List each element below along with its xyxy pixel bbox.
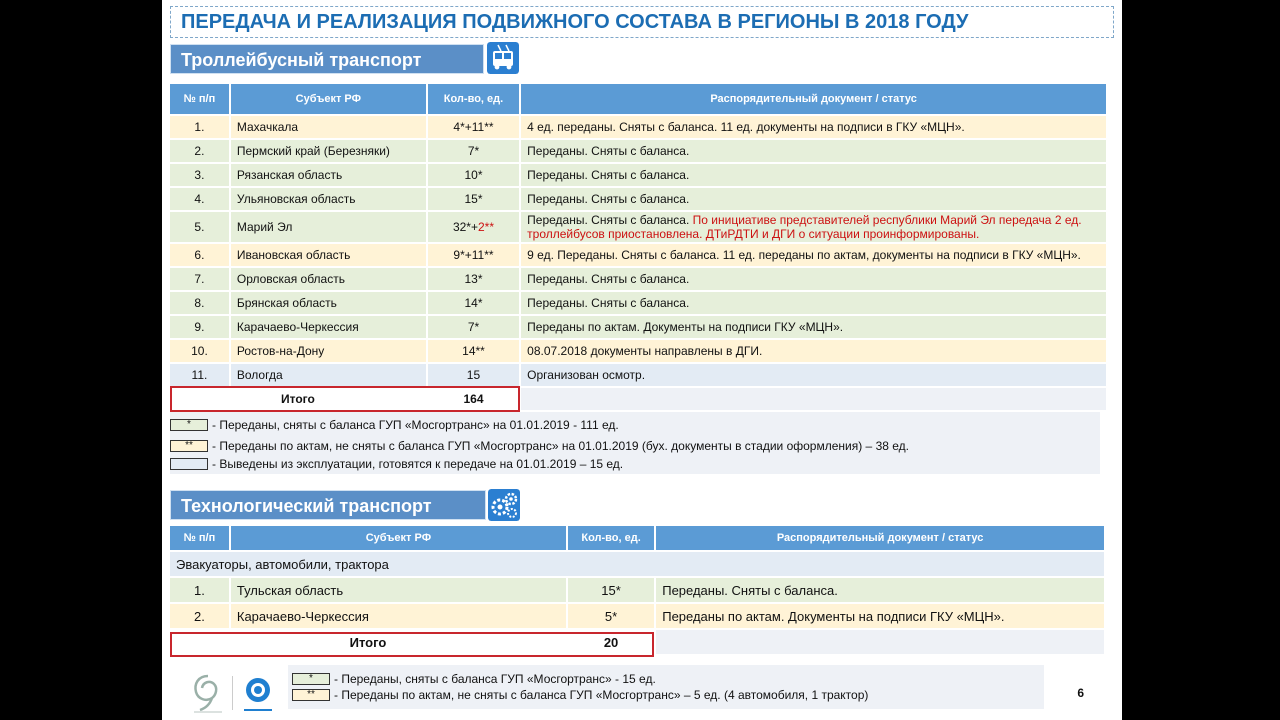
row-subject: Махачкала: [231, 116, 426, 138]
trolley-table: [168, 82, 1108, 412]
group-label: Эвакуаторы, автомобили, трактора: [170, 552, 1104, 576]
row-document: Переданы. Сняты с баланса.: [521, 188, 1106, 210]
row-number: 6.: [170, 244, 229, 266]
row-quantity: [428, 212, 519, 242]
table-row: [170, 212, 1106, 242]
table-row: [170, 316, 1106, 338]
table-row: [170, 340, 1106, 362]
legend-text: - Выведены из эксплуатации, готовятся к передаче на 01.01.2019 – 15 ед.: [212, 457, 624, 471]
col-header-document: Распорядительный документ / статус: [521, 84, 1106, 114]
row-subject: Ростов-на-Дону: [231, 340, 426, 362]
trolley-header-row: [170, 84, 1106, 114]
legend-swatch-green: *: [292, 673, 330, 685]
table-row: [170, 116, 1106, 138]
page-number: 6: [1077, 686, 1084, 700]
row-document-red: По инициативе представителей республики Марий Эл передача 2 ед. троллейбусов приостановлена. ДТиРДТИ и ДГИ о ситуации проинформированы.: [527, 213, 1082, 241]
table-row: [170, 140, 1106, 162]
col-header-quantity: Кол-во, ед.: [428, 84, 519, 114]
legend-swatch-yellow: **: [292, 689, 330, 701]
row-number: 1.: [170, 578, 229, 602]
total-label: Итого: [170, 388, 426, 410]
row-number: 8.: [170, 292, 229, 314]
row-document: Переданы по актам. Документы на подписи ГКУ «МЦН».: [656, 604, 1104, 628]
row-quantity: 13*: [428, 268, 519, 290]
row-document: Организован осмотр.: [521, 364, 1106, 386]
row-subject: Орловская область: [231, 268, 426, 290]
row-number: 4.: [170, 188, 229, 210]
row-quantity: 15: [428, 364, 519, 386]
row-subject: Марий Эл: [231, 212, 426, 242]
legend-text: - Переданы по актам, не сняты с баланса ГУП «Мосгортранс» – 5 ед. (4 автомобиля, 1 трактор): [334, 688, 869, 702]
row-document: Переданы. Сняты с баланса.: [656, 578, 1104, 602]
row-subject: Вологда: [231, 364, 426, 386]
trolleybus-icon: [487, 42, 519, 74]
legend-swatch-yellow: **: [170, 440, 208, 452]
total-value: 20: [568, 630, 654, 654]
row-document: 4 ед. переданы. Сняты с баланса. 11 ед. документы на подписи в ГКУ «МЦН».: [521, 116, 1106, 138]
row-quantity: 7*: [428, 140, 519, 162]
title-box: [170, 6, 1114, 38]
legend-swatch-green: *: [170, 419, 208, 431]
logo-divider: [232, 676, 233, 710]
row-quantity: 4*+11**: [428, 116, 519, 138]
row-subject: Карачаево-Черкессия: [231, 604, 566, 628]
total-empty-cell: [656, 630, 1104, 654]
row-document: Переданы. Сняты с баланса.: [521, 292, 1106, 314]
tech-header-row: [170, 526, 1104, 550]
tech-legend: [288, 665, 1044, 709]
row-document-part: Переданы. Сняты с баланса.: [527, 213, 693, 227]
row-quantity: 10*: [428, 164, 519, 186]
row-number: 10.: [170, 340, 229, 362]
row-subject: Ульяновская область: [231, 188, 426, 210]
row-document: [521, 212, 1106, 242]
col-header-quantity: Кол-во, ед.: [568, 526, 654, 550]
table-row: [170, 164, 1106, 186]
row-document: Переданы. Сняты с баланса.: [521, 164, 1106, 186]
row-subject: Рязанская область: [231, 164, 426, 186]
row-number: 1.: [170, 116, 229, 138]
row-quantity-red: 2**: [477, 220, 494, 234]
city-logo-icon: [188, 672, 228, 716]
col-header-number: № п/п: [170, 84, 229, 114]
legend-text: - Переданы по актам, не сняты с баланса ГУП «Мосгортранс» на 01.01.2019 (бух. документы в стадии оформления) – 38 ед.: [212, 439, 909, 453]
row-document: Переданы. Сняты с баланса.: [521, 268, 1106, 290]
table-row: [170, 604, 1104, 628]
row-subject: Ивановская область: [231, 244, 426, 266]
page-title: ПЕРЕДАЧА И РЕАЛИЗАЦИЯ ПОДВИЖНОГО СОСТАВА В РЕГИОНЫ В 2018 ГОДУ: [181, 11, 969, 33]
mosgortrans-logo-icon: [238, 674, 278, 716]
slide: [162, 0, 1122, 720]
row-quantity: 5*: [568, 604, 654, 628]
table-row: [170, 268, 1106, 290]
row-number: 3.: [170, 164, 229, 186]
table-row: [170, 578, 1104, 602]
row-subject: Пермский край (Березняки): [231, 140, 426, 162]
trolley-section-title: Троллейбусный транспорт: [170, 44, 484, 74]
trolley-legend: [170, 412, 1100, 474]
total-row: [170, 388, 1106, 410]
total-label: Итого: [170, 630, 566, 654]
col-header-subject: Субъект РФ: [231, 84, 426, 114]
table-row: [170, 364, 1106, 386]
col-header-subject: Субъект РФ: [231, 526, 566, 550]
row-subject: Карачаево-Черкессия: [231, 316, 426, 338]
row-number: 2.: [170, 604, 229, 628]
legend-text: - Переданы, сняты с баланса ГУП «Мосгортранс» - 15 ед.: [334, 672, 656, 686]
col-header-document: Распорядительный документ / статус: [656, 526, 1104, 550]
row-number: 5.: [170, 212, 229, 242]
table-row: [170, 188, 1106, 210]
row-quantity: 14**: [428, 340, 519, 362]
row-subject: Брянская область: [231, 292, 426, 314]
row-number: 11.: [170, 364, 229, 386]
row-quantity: 9*+11**: [428, 244, 519, 266]
row-document: 9 ед. Переданы. Сняты с баланса. 11 ед. переданы по актам, документы на подписи в ГКУ «МЦН».: [521, 244, 1106, 266]
tech-section-title: Технологический транспорт: [170, 490, 486, 520]
legend-text: - Переданы, сняты с баланса ГУП «Мосгортранс» на 01.01.2019 - 111 ед.: [212, 418, 619, 432]
table-row: [170, 244, 1106, 266]
row-subject: Тульская область: [231, 578, 566, 602]
row-number: 7.: [170, 268, 229, 290]
row-quantity: 15*: [428, 188, 519, 210]
row-quantity: 7*: [428, 316, 519, 338]
total-empty-cell: [521, 388, 1106, 410]
group-row: [170, 552, 1104, 576]
legend-swatch-blue: [170, 458, 208, 470]
row-number: 9.: [170, 316, 229, 338]
gears-icon: [488, 489, 520, 521]
row-number: 2.: [170, 140, 229, 162]
total-value: 164: [428, 388, 519, 410]
total-row: [170, 630, 1104, 654]
col-header-number: № п/п: [170, 526, 229, 550]
tech-table: [168, 524, 1106, 656]
row-quantity: 15*: [568, 578, 654, 602]
row-quantity: 14*: [428, 292, 519, 314]
row-document: Переданы по актам. Документы на подписи ГКУ «МЦН».: [521, 316, 1106, 338]
table-row: [170, 292, 1106, 314]
row-document: 08.07.2018 документы направлены в ДГИ.: [521, 340, 1106, 362]
row-quantity-part: 32*+: [452, 220, 478, 234]
row-document: Переданы. Сняты с баланса.: [521, 140, 1106, 162]
